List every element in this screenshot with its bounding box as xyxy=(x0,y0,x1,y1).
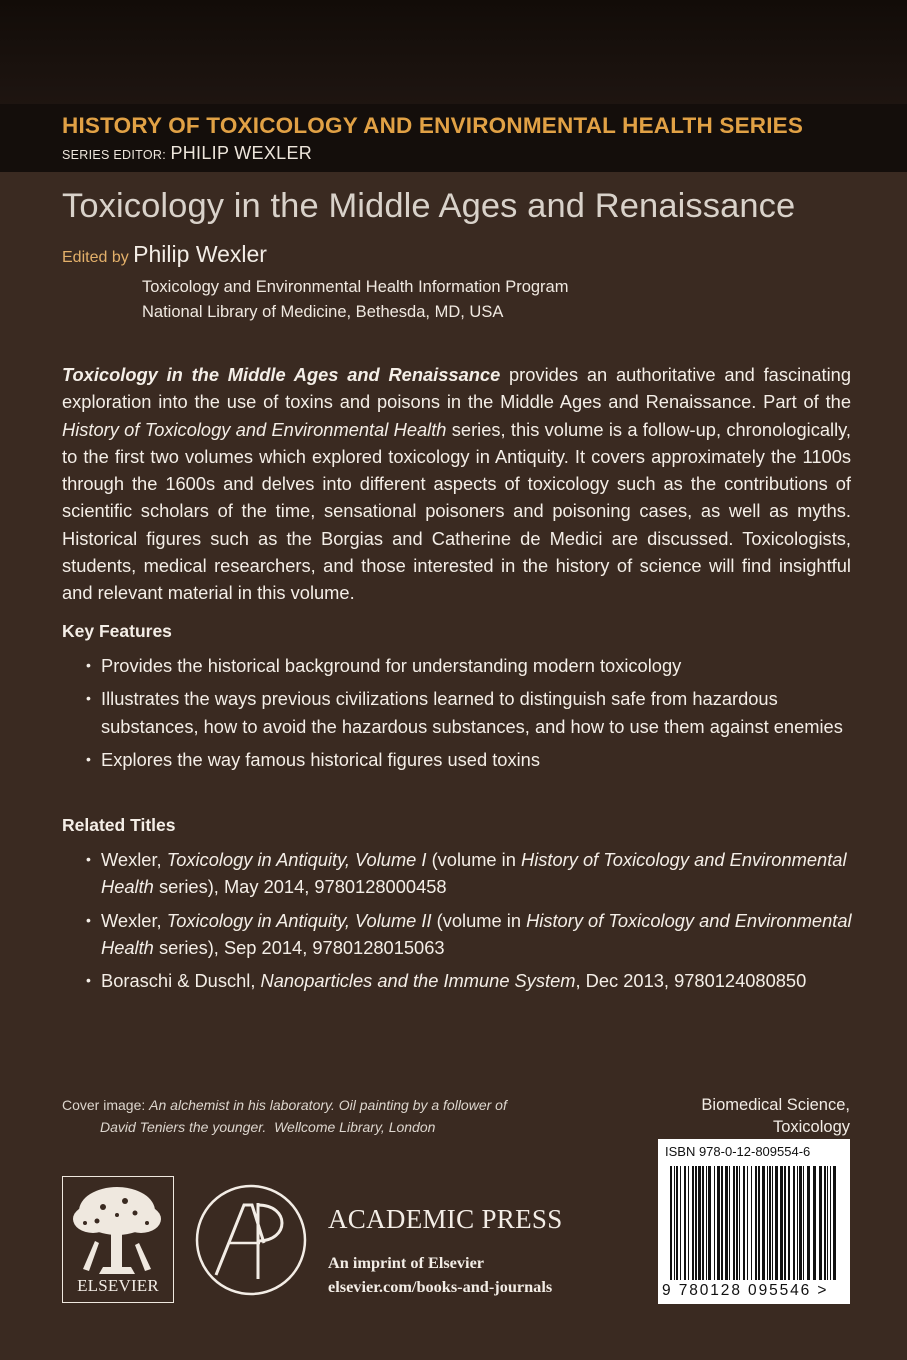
barcode-bar xyxy=(788,1166,790,1280)
barcode-bar xyxy=(714,1166,715,1280)
barcode-bar xyxy=(739,1166,740,1280)
barcode-bar xyxy=(807,1166,810,1280)
feature-text: Explores the way famous historical figures used toxins xyxy=(101,748,540,770)
bullet-icon: • xyxy=(86,750,91,767)
subject-category xyxy=(701,1094,850,1138)
barcode-bar xyxy=(803,1166,804,1280)
related-titles-list xyxy=(86,846,876,1000)
list-item xyxy=(86,685,876,740)
book-title: Toxicology in the Middle Ages and Renaissance xyxy=(62,187,796,225)
barcode-bar xyxy=(758,1166,760,1280)
barcode-digits: 9 780128 095546 > xyxy=(662,1282,829,1299)
barcode-bar xyxy=(833,1166,836,1280)
bullet-icon: • xyxy=(86,972,91,989)
barcode-bar xyxy=(772,1166,773,1280)
barcode-bar xyxy=(706,1166,707,1280)
list-item xyxy=(86,907,876,962)
academic-press-logo-icon xyxy=(194,1183,308,1297)
imprint-line: An imprint of Elsevier xyxy=(328,1253,485,1272)
related-tail: series), May 2014, 9780128000458 xyxy=(153,876,447,898)
barcode-bar xyxy=(743,1166,745,1280)
barcode-bar xyxy=(698,1166,701,1280)
barcode-bar xyxy=(736,1166,738,1280)
barcode-bar xyxy=(824,1166,826,1280)
list-item xyxy=(86,746,876,773)
bullet-icon: • xyxy=(86,911,91,928)
publisher-name: ACADEMIC PRESS xyxy=(328,1204,563,1234)
barcode-bar xyxy=(784,1166,786,1280)
related-series: History of Toxicology and Environmental Health xyxy=(101,909,852,958)
barcode-bar xyxy=(793,1166,795,1280)
bullet-icon: • xyxy=(86,690,91,707)
affiliation-line: National Library of Medicine, Bethesda, MD, USA xyxy=(142,303,504,321)
barcode-bar xyxy=(708,1166,711,1280)
barcode-bar xyxy=(751,1166,752,1280)
series-editor-name: PHILIP WEXLER xyxy=(170,143,313,163)
key-features-list xyxy=(86,652,876,779)
barcode-bar xyxy=(780,1166,783,1280)
affiliation-line: Toxicology and Environmental Health Information Program xyxy=(142,278,569,296)
barcode-bar xyxy=(702,1166,704,1280)
description xyxy=(62,361,851,607)
feature-text: Provides the historical background for understanding modern toxicology xyxy=(101,655,682,676)
list-item xyxy=(86,967,876,994)
barcode-bar xyxy=(725,1166,728,1280)
cover-credit-label: Cover image: xyxy=(62,1097,150,1113)
series-title: HISTORY OF TOXICOLOGY AND ENVIRONMENTAL HEALTH SERIES xyxy=(62,113,804,138)
barcode-bar xyxy=(733,1166,735,1280)
barcode-bar xyxy=(717,1166,720,1280)
bullet-icon: • xyxy=(86,851,91,867)
barcode-bar xyxy=(729,1166,730,1280)
series-editor xyxy=(62,143,312,164)
barcode-bar xyxy=(819,1166,822,1280)
list-item xyxy=(86,652,876,679)
cover-credit-text: David Teniers the younger. xyxy=(100,1119,267,1135)
related-author: Boraschi & Duschl, xyxy=(101,970,261,992)
barcode-bar xyxy=(775,1166,778,1280)
barcode-bar xyxy=(762,1166,765,1280)
publisher-imprint xyxy=(328,1251,552,1299)
related-tail: , Dec 2013, 9780124080850 xyxy=(575,970,807,992)
related-title: Toxicology in Antiquity, Volume II xyxy=(166,909,432,931)
bullet-icon: • xyxy=(86,657,91,673)
edited-by xyxy=(62,241,267,268)
description-text: series, this volume is a follow-up, chronologically, to the first two volumes which explored toxicology in Antiquity. It covers approximately the 1100s through the 1600s and delves into different aspects of toxicology such as the contributions of scientific scholars of the time, sensational poisoners and poisoning cases, as well as myths. Historical figures such as the Borgias and Catherine de Medici are discussed. Toxicologists, students, medical researchers, and those interested in the history of science will find insightful and relevant material in this volume. xyxy=(62,418,851,604)
barcode-bar xyxy=(688,1166,689,1280)
barcode-bar xyxy=(721,1166,723,1280)
related-titles-heading: Related Titles xyxy=(62,815,176,835)
key-features-heading: Key Features xyxy=(62,621,172,641)
related-title: Toxicology in Antiquity, Volume I xyxy=(166,849,427,870)
barcode-bar xyxy=(670,1166,672,1280)
elsevier-tree-icon xyxy=(63,1179,172,1279)
barcode-bar xyxy=(695,1166,697,1280)
editor-name: Philip Wexler xyxy=(133,241,267,267)
cover-credit-text: An alchemist in his laboratory. Oil painting by a follower of xyxy=(149,1097,507,1113)
related-author: Wexler, xyxy=(101,909,167,931)
barcode-bar xyxy=(692,1166,694,1280)
barcode-bar xyxy=(827,1166,828,1280)
isbn-text: ISBN 978-0-12-809554-6 xyxy=(665,1144,811,1159)
description-series: History of Toxicology and Environmental Health xyxy=(62,418,447,440)
related-mid: (volume in xyxy=(426,849,521,870)
barcode-bar xyxy=(767,1166,768,1280)
barcode-bar xyxy=(747,1166,748,1280)
barcode-bar xyxy=(797,1166,798,1280)
related-title: Nanoparticles and the Immune System xyxy=(260,970,576,992)
barcode-bar xyxy=(755,1166,757,1280)
list-item xyxy=(86,846,876,901)
description-text: provides an authoritative and fascinating exploration into the use of toxins and poisons in the Middle Ages and Renaissance. Part of the xyxy=(62,364,851,413)
related-mid: (volume in xyxy=(431,909,527,931)
barcode-bar xyxy=(680,1166,681,1280)
related-series: History of Toxicology and Environmental Health xyxy=(101,849,847,898)
publisher-url[interactable]: elsevier.com/books-and-journals xyxy=(328,1277,553,1296)
subject-line: Toxicology xyxy=(772,1118,850,1136)
series-editor-label: SERIES EDITOR: xyxy=(62,148,166,162)
related-tail: series), Sep 2014, 9780128015063 xyxy=(153,936,445,958)
barcode-bar xyxy=(830,1166,831,1280)
barcode-bar xyxy=(684,1166,686,1280)
barcode-bar xyxy=(769,1166,771,1280)
edited-by-label: Edited by xyxy=(62,249,129,266)
elsevier-logo xyxy=(62,1176,174,1303)
description-lead: Toxicology in the Middle Ages and Renaissance xyxy=(62,364,501,385)
related-author: Wexler, xyxy=(101,849,167,870)
elsevier-wordmark: ELSEVIER xyxy=(77,1276,159,1295)
barcode xyxy=(658,1139,850,1304)
barcode-bar xyxy=(799,1166,802,1280)
barcode-bar xyxy=(674,1166,675,1280)
subject-line: Biomedical Science, xyxy=(701,1096,850,1114)
barcode-box xyxy=(658,1139,850,1304)
cover-credit-source: Wellcome Library, London xyxy=(274,1119,436,1135)
feature-text: Illustrates the ways previous civilizations learned to distinguish safe from hazardous substances, how to avoid the hazardous substances, and how to use them against enemies xyxy=(101,688,843,737)
barcode-bar xyxy=(813,1166,816,1280)
cover-credit xyxy=(62,1094,562,1138)
barcode-bar xyxy=(676,1166,678,1280)
